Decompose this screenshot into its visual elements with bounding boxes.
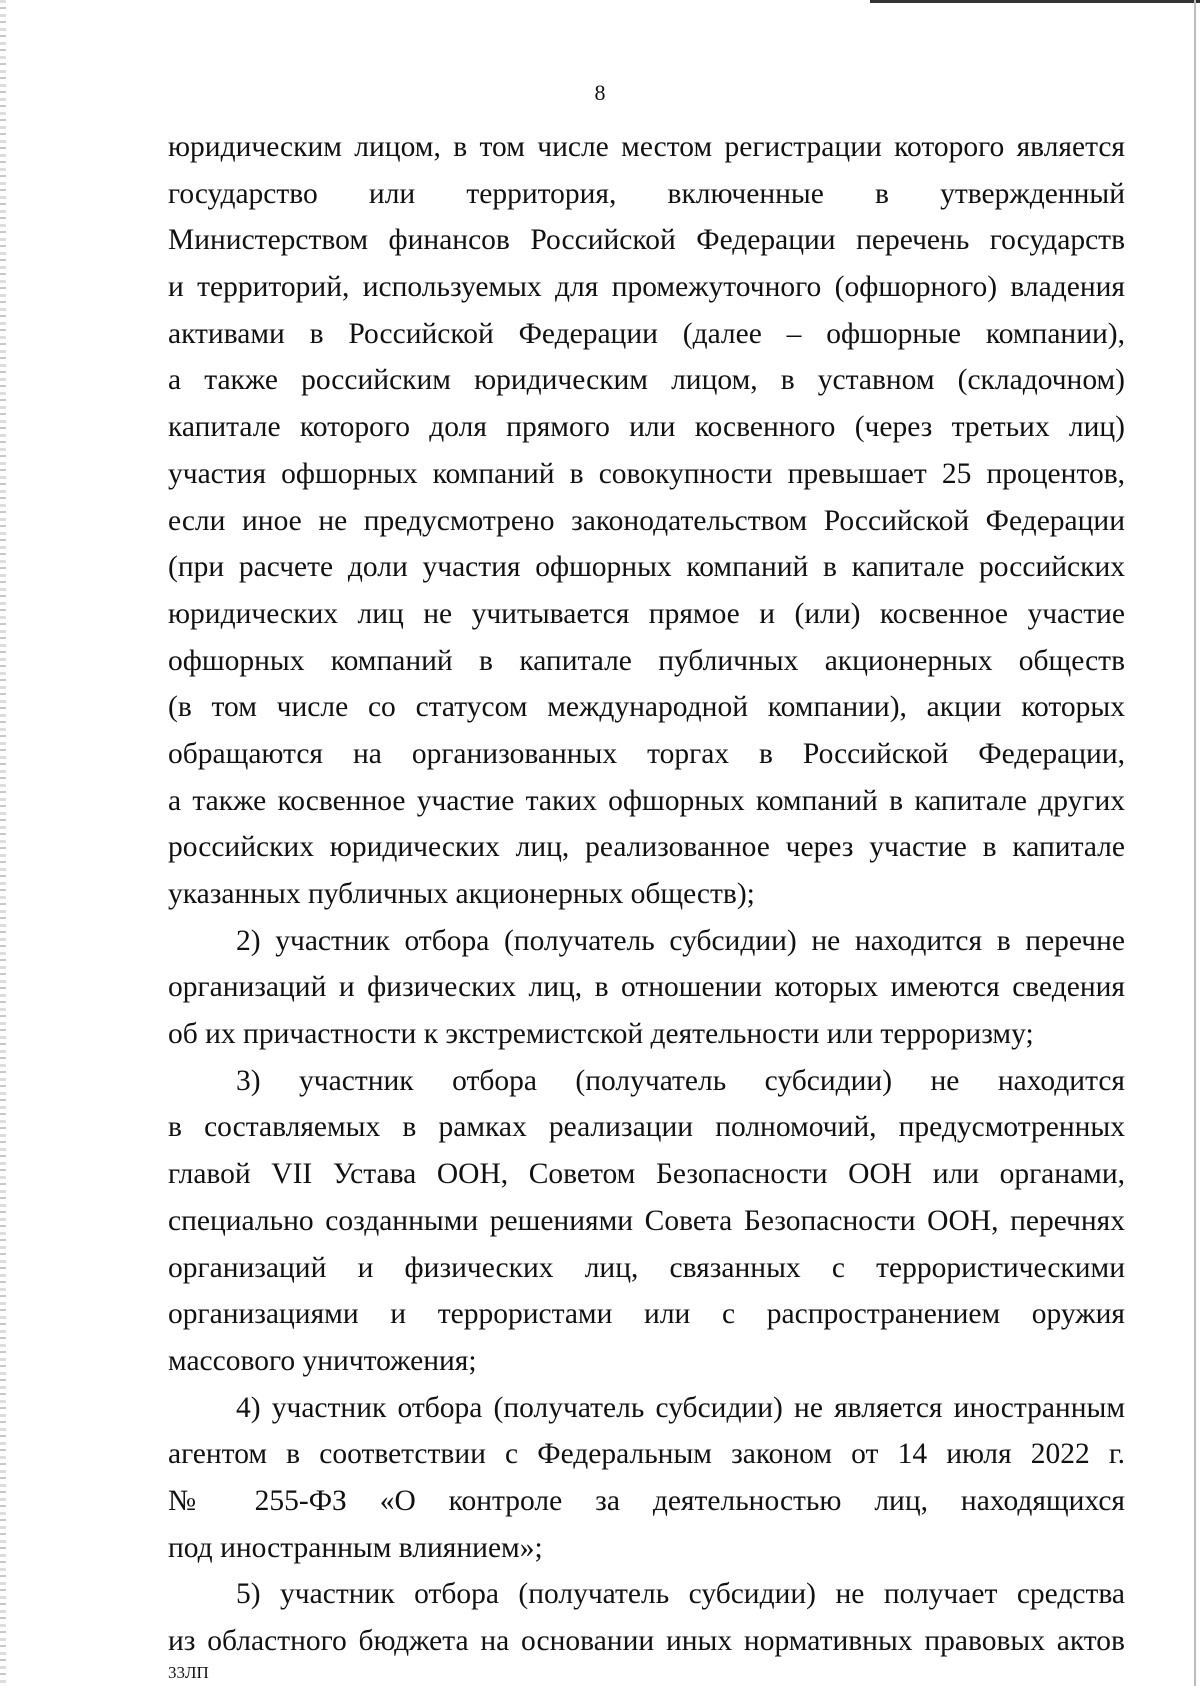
- text-line: юридическим лицом, в том числе местом регистрации которого является: [168, 131, 1125, 163]
- text-line: указанных публичных акционерных обществ);: [168, 878, 755, 910]
- text-line: а также косвенное участие таких офшорных компаний в капитале других: [168, 784, 1125, 817]
- text-line: (при расчете доли участия офшорных компаний в капитале российских: [168, 551, 1125, 584]
- text-line: обращаются на организованных торгах в Российской Федерации,: [168, 737, 1125, 770]
- text-line: № 255-ФЗ «О контроле за деятельностью лиц, находящихся: [168, 1484, 1125, 1517]
- text-line: специально созданными решениями Совета Безопасности ООН, перечнях: [168, 1204, 1125, 1237]
- text-line: капитале которого доля прямого или косвенного (через третьих лиц): [168, 411, 1125, 444]
- text-line: участия офшорных компаний в совокупности превышает 25 процентов,: [168, 457, 1125, 490]
- text-line: организаций и физических лиц, в отношении которых имеются сведения: [168, 971, 1125, 1004]
- page-number: 8: [594, 80, 606, 105]
- text-line: 3) участник отбора (получатель субсидии) не находится: [236, 1064, 1125, 1097]
- text-line: российских юридических лиц, реализованное через участие в капитале: [168, 831, 1125, 864]
- text-line: 5) участник отбора (получатель субсидии) не получает средства: [236, 1578, 1125, 1611]
- text-line: а также российским юридическим лицом, в уставном (складочном): [168, 364, 1125, 397]
- text-line: агентом в соответствии с Федеральным законом от 14 июля 2022 г.: [168, 1438, 1125, 1471]
- text-line: активами в Российской Федерации (далее – офшорные компании),: [168, 317, 1125, 350]
- text-line: и территорий, используемых для промежуточного (офшорного) владения: [168, 271, 1125, 304]
- footer-code: 33ЛП: [168, 1663, 209, 1682]
- text-line: Министерством финансов Российской Федерации перечень государств: [168, 224, 1125, 257]
- text-line: 4) участник отбора (получатель субсидии) не является иностранным: [236, 1391, 1125, 1424]
- document-body: [168, 124, 1125, 1665]
- text-line: организациями и террористами или с распространением оружия: [168, 1298, 1125, 1331]
- text-line: из областного бюджета на основании иных нормативных правовых актов: [168, 1625, 1125, 1657]
- text-line: массового уничтожения;: [168, 1344, 477, 1377]
- text-line: организаций и физических лиц, связанных с террористическими: [168, 1251, 1125, 1284]
- text-line: 2) участник отбора (получатель субсидии) не находится в перечне: [236, 924, 1125, 957]
- scan-right-edge: [1194, 0, 1196, 1686]
- text-line: под иностранным влиянием»;: [168, 1531, 543, 1564]
- scan-edge-artifact: [0, 0, 6, 1686]
- text-line: если иное не предусмотрено законодательством Российской Федерации: [168, 504, 1125, 537]
- text-line: офшорных компаний в капитале публичных акционерных обществ: [168, 644, 1125, 677]
- scan-top-artifact: [870, 0, 1200, 3]
- text-line: государство или территория, включенные в утвержденный: [168, 177, 1125, 210]
- text-line: (в том числе со статусом международной компании), акции которых: [168, 691, 1125, 724]
- text-line: главой VII Устава ООН, Советом Безопасности ООН или органами,: [168, 1158, 1125, 1191]
- text-line: в составляемых в рамках реализации полномочий, предусмотренных: [168, 1111, 1125, 1144]
- text-line: об их причастности к экстремистской деятельности или терроризму;: [168, 1018, 1034, 1051]
- text-line: юридических лиц не учитывается прямое и (или) косвенное участие: [168, 597, 1125, 630]
